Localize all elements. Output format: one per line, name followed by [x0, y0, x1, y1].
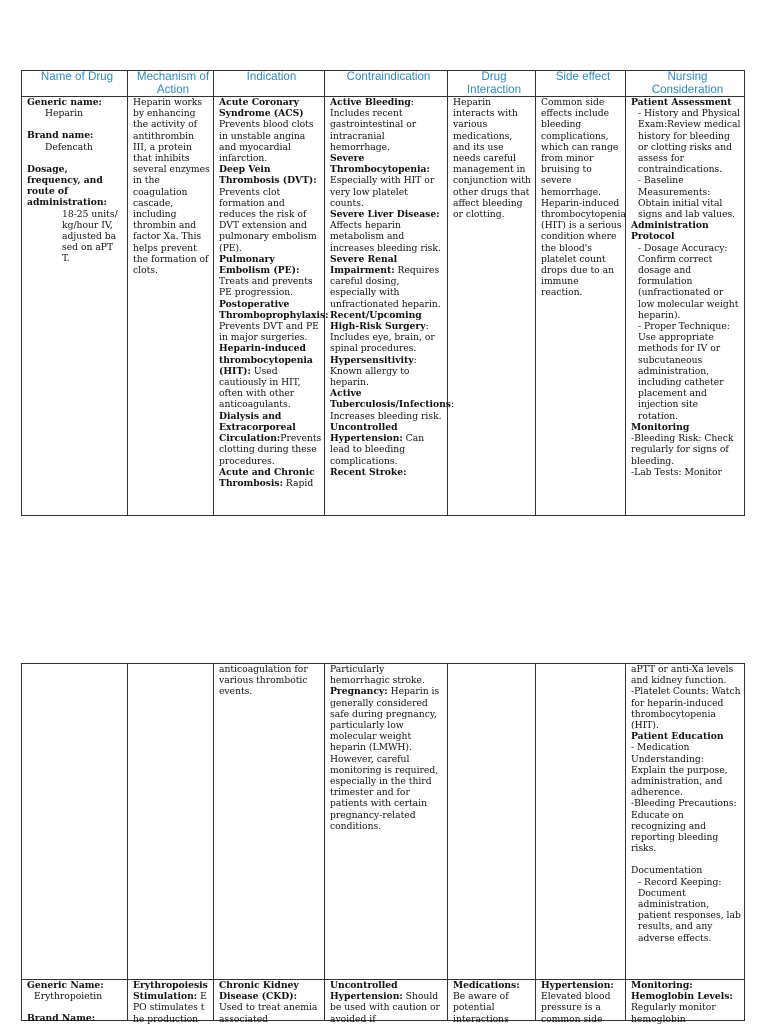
- cell-drug-name-cont: [22, 664, 128, 980]
- cell-nursing-cont: [626, 664, 745, 980]
- header-name-of-drug: Name of Drug: [22, 71, 128, 97]
- cell-indication-cont: [214, 664, 325, 980]
- cell-indication: [214, 97, 329, 516]
- cell-drug-interaction-cont: [448, 664, 536, 980]
- admin-title: Administration Protocol: [631, 220, 709, 243]
- epo-side-text: Elevated blood pressure is a common side: [541, 991, 611, 1025]
- indication-continued: anticoagulation for various thrombotic events.: [219, 664, 308, 698]
- contraindication-item: Active Tuberculosis/Infections: Increases bleeding risk.: [330, 388, 455, 422]
- cell-contraindication: [325, 97, 455, 516]
- pregnancy-text: Heparin is generally considered safe during pregnancy, particularly low molecular weight heparin (LMWH). However, careful monitoring is required, especially in the third trimester and for patients with certain pregnancy-related conditions.: [330, 686, 440, 832]
- epo-mechanism-text: EPO stimulates the production: [133, 991, 207, 1025]
- epo-indication-text: Used to treat anemia associated: [219, 1002, 318, 1025]
- cell-epo-side-effect: [536, 980, 626, 1025]
- documentation-title: Documentation: [631, 865, 703, 877]
- header-indication: Indication: [214, 71, 325, 97]
- cell-epo-nursing: [626, 980, 745, 1025]
- indication-item: Deep Vein Thrombosis (DVT): Prevents clot formation and reduces the risk of DVT extension and pulmonary embolism (PE).: [219, 164, 317, 254]
- indication-item: Dialysis and Extracorporeal Circulation:Prevents clotting during these procedures.: [219, 410, 322, 467]
- epo-nursing-title: Monitoring: Hemoglobin Levels:: [631, 980, 733, 1003]
- table-row-epo: [22, 980, 745, 1021]
- assessment-title: Patient Assessment: [631, 97, 732, 108]
- bleeding-precautions-text: -Bleeding Precautions: Educate on recognizing and reporting bleeding risks.: [631, 798, 737, 855]
- brand-name-label: Brand name:: [27, 130, 94, 142]
- history-text: - History and Physical Exam:Review medical history for bleeding or clotting risks and assess for contraindications.: [638, 108, 741, 176]
- cell-side-effect: [536, 97, 626, 516]
- header-mechanism: Mechanism of Action: [128, 71, 214, 97]
- dosage-value: 18-25 units/kg/hour IV, adjusted based on aPTT.: [62, 208, 118, 265]
- cell-drug-interaction: [448, 97, 536, 516]
- bleeding-risk-text: -Bleeding Risk: Check regularly for signs of bleeding.: [631, 433, 734, 467]
- indication-item: Postoperative Thromboprophylaxis: Prevents DVT and PE in major surgeries.: [219, 298, 329, 344]
- contraindication-item: Severe Thrombocytopenia: Especially with HIT or very low platelet counts.: [330, 153, 435, 209]
- monitoring-title: Monitoring: [631, 421, 690, 433]
- contraindication-item: Hypersensitivity: Known allergy to heparin.: [330, 354, 417, 389]
- education-title: Patient Education: [631, 731, 724, 743]
- epo-generic-label: Generic Name:: [27, 980, 104, 991]
- dosage-accuracy-text: - Dosage Accuracy: Confirm correct dosage and formulation (unfractionated or low molecular weight heparin).: [638, 242, 739, 321]
- cell-epo-mechanism: [128, 980, 214, 1025]
- cell-nursing: [626, 97, 745, 516]
- table-row-heparin: [22, 97, 745, 516]
- contraindication-item: Active Bleeding: Includes recent gastrointestinal or intracranial hemorrhage.: [330, 97, 417, 153]
- contraindication-item: Severe Liver Disease: Affects heparin metabolism and increases bleeding risk.: [330, 209, 441, 254]
- brand-name-value: Defencath: [45, 141, 93, 153]
- drug-table-page-2: [21, 663, 745, 1025]
- generic-name-label: Generic name:: [27, 97, 102, 108]
- lab-tests-text: -Lab Tests: Monitor: [631, 466, 722, 478]
- header-drug-interaction: Drug Interaction: [448, 71, 536, 97]
- indication-item: Pulmonary Embolism (PE): Treats and prevents PE progression.: [219, 253, 313, 299]
- pregnancy-title: Pregnancy:: [330, 686, 388, 698]
- epo-contra-text: Should be used with caution or avoided if: [330, 991, 440, 1025]
- table-header-row: [22, 71, 745, 97]
- cell-mechanism-cont: [128, 664, 214, 980]
- table-row-heparin-continued: [22, 664, 745, 980]
- epo-side-title: Hypertension:: [541, 980, 614, 991]
- med-understanding-text: - Medication Understanding: Explain the purpose, administration, and adherence.: [631, 742, 728, 799]
- epo-indication-title: Chronic Kidney Disease (CKD):: [219, 980, 299, 1003]
- cell-epo-interaction: [448, 980, 536, 1025]
- epo-contra-title: Uncontrolled Hypertension:: [330, 980, 403, 1003]
- record-keeping-text: - Record Keeping: Document administration, patient responses, lab results, and any adverse effects.: [638, 876, 741, 944]
- indication-item: Heparin-induced thrombocytopenia (HIT): Used cautiously in HIT, often with other anticoagulants.: [219, 343, 313, 411]
- contraindication-continued: Particularly hemorrhagic stroke.: [330, 664, 425, 687]
- technique-text: - Proper Technique: Use appropriate methods for IV or subcutaneous administration, including catheter placement and injection site rotation.: [638, 321, 730, 422]
- indication-item: Acute and Chronic Thrombosis: Rapid: [219, 466, 315, 489]
- cell-epo-name: [22, 980, 128, 1025]
- cell-epo-indication: [214, 980, 325, 1025]
- header-nursing-consideration: Nursing Consideration: [626, 71, 745, 97]
- contraindication-item: Uncontrolled Hypertension: Can lead to bleeding complications.: [330, 421, 425, 467]
- epo-nursing-text: Regularly monitor hemoglobin: [631, 1002, 716, 1025]
- contraindication-item: Severe Renal Impairment: Requires careful dosing, especially with unfractionated heparin.: [330, 253, 441, 310]
- cell-side-effect-cont: [536, 664, 626, 980]
- cell-epo-contraindication: [325, 980, 448, 1025]
- contraindication-item: Recent Stroke:: [330, 466, 407, 478]
- interaction-text: Heparin interacts with various medications, and its use needs careful management in conjunction with other drugs that affect bleeding or clotting.: [453, 97, 531, 221]
- indication-item: Acute Coronary Syndrome (ACS) Prevents blood clots in unstable angina and myocardial infarction.: [219, 97, 314, 165]
- generic-name-value: Heparin: [45, 108, 84, 120]
- contraindication-item: Recent/Upcoming High-Risk Surgery: Includes eye, brain, or spinal procedures.: [330, 309, 435, 355]
- epo-brand-label: Brand Name:: [27, 1013, 96, 1025]
- dosage-label: Dosage, frequency, and route of administration:: [27, 163, 107, 209]
- mechanism-text: Heparin works by enhancing the activity of antithrombin III, a protein that inhibits several enzymes in the coagulation cascade, including thrombin and factor Xa. This helps prevent the formation of clots.: [133, 97, 210, 277]
- platelet-text: -Platelet Counts: Watch for heparin-induced thrombocytopenia (HIT).: [631, 686, 741, 732]
- epo-interaction-title: Medications:: [453, 980, 520, 991]
- header-side-effect: Side effect: [536, 71, 626, 97]
- cell-mechanism: [128, 97, 214, 516]
- baseline-text: - Baseline Measurements: Obtain initial vital signs and lab values.: [638, 175, 736, 221]
- cell-drug-name: [22, 97, 128, 516]
- header-contraindication: Contraindication: [325, 71, 448, 97]
- epo-mechanism-title: Erythropoiesis Stimulation:: [133, 980, 208, 1003]
- lab-tests-continued: aPTT or anti-Xa levels and kidney function.: [631, 664, 734, 687]
- epo-generic-value: Erythropoietin: [34, 991, 103, 1003]
- drug-table-page-1: [21, 70, 745, 516]
- cell-contraindication-cont: [325, 664, 448, 980]
- side-effect-text: Common side effects include bleeding complications, which can range from minor bruising to severe hemorrhage. Heparin-induced thrombocytopenia (HIT) is a serious condition where the blood's platelet count drops due to an immune reaction.: [541, 97, 626, 299]
- epo-interaction-text: Be aware of potential interactions: [453, 991, 509, 1025]
